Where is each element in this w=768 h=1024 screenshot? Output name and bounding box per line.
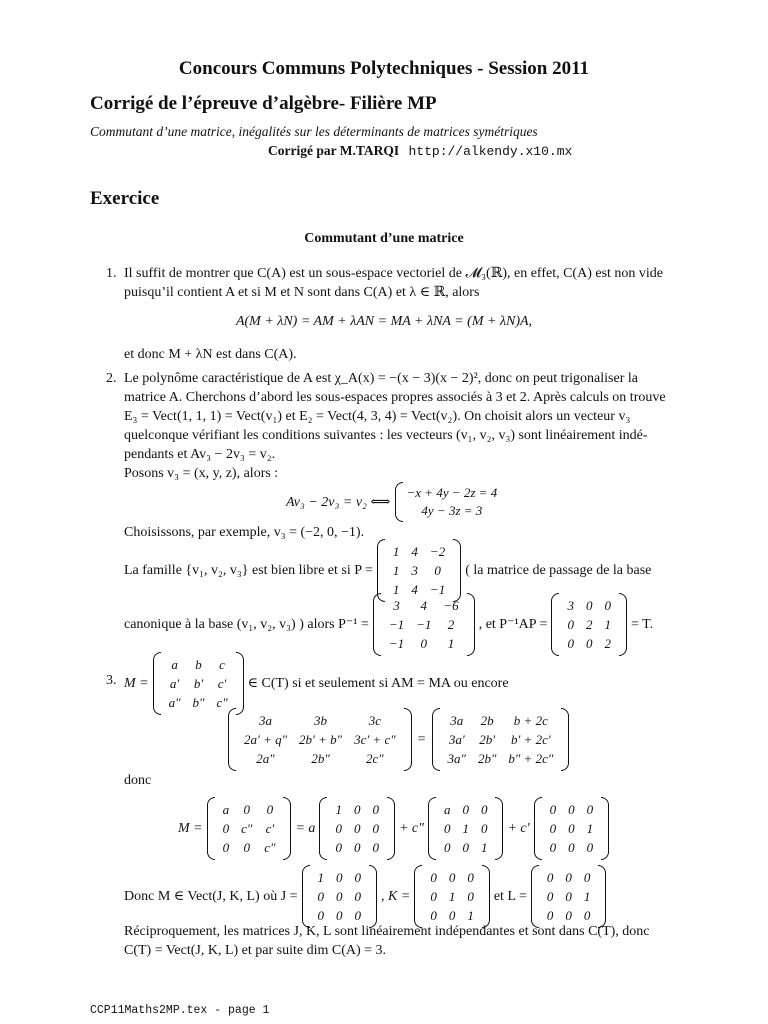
equals-sign: = [417,731,426,747]
matrix-cell: 0 [546,870,554,885]
matrix-cell: 1 [462,821,469,836]
matrix-cell: c″ [241,821,253,836]
matrix-cell: 0 [585,598,593,613]
matrix-cell: 0 [443,821,451,836]
matrix-cell: 0 [266,802,274,817]
matrix-cell: 2b′ + b″ [299,732,343,747]
page-description: Commutant d’une matrice, inégalités sur les déterminants de matrices symétriques [90,124,538,139]
matrix-cell: b + 2c [513,713,548,728]
matrix-cell: 0 [462,840,469,855]
matrix-cell: 0 [354,870,362,885]
matrix-cell: 3c′ + c″ [354,732,396,747]
matrix-cell: 0 [353,802,361,817]
matrix-cell: −1 [429,582,446,597]
section-subheading: Commutant d’une matrice [304,231,464,246]
matrix-cell: 2b″ [311,751,330,766]
matrix-cell: b′ + 2c′ [510,732,551,747]
matrix-cell: b′ [193,676,204,691]
matrix-cell: 0 [565,870,572,885]
matrix-cell: 3a [259,713,273,728]
matrix-cell: 0 [430,870,437,885]
matrix-cell: a [222,802,230,817]
author-url[interactable]: http://alkendy.x10.mx [408,144,573,159]
matrix-K-term [428,797,504,860]
matrix-cell: c′ [265,821,275,836]
famille-text: La famille {v₁, v₂, v₃} est bien libre et si P = [124,562,373,578]
matrix-cell: 0 [222,821,230,836]
matrix-cell: 0 [317,889,325,904]
section-heading: Exercice [90,188,160,209]
matrix-P-inverse [373,593,475,656]
dec-c1: + c′ [507,820,530,836]
matrix-cell: 0 [336,889,343,904]
matrix-cell: 3 [411,563,418,578]
matrix-cell: 0 [448,870,456,885]
canonique-mid: , et P⁻¹AP = [478,617,548,632]
matrix-cell: 0 [583,908,591,923]
item2-line1: Le polynôme caractéristique de A est χ_A(x) = −(x − 3)(x − 2)², donc on peut trigonaliser la [124,371,638,386]
item2-line7: Choisissons, par exemple, v₃ = (−2, 0, −1). [124,525,365,540]
matrix-cell: 0 [430,889,437,904]
matrix-cell: 4 [411,544,418,559]
matrix-cell: 1 [583,889,591,904]
matrix-cell: 0 [604,598,611,613]
page-subtitle: Corrigé de l’épreuve d’algèbre- Filière MP [90,93,437,114]
matrix-M-decomp [207,797,292,860]
matrix-cell: 3b [314,713,328,728]
item3-membership-row [124,652,509,715]
matrix-cell: 0 [565,908,572,923]
matrix-cell: b″ + 2c″ [508,751,554,766]
matrix-cell: c [219,657,225,672]
matrix-cell: −2 [429,544,446,559]
author-label: Corrigé par M.TARQI [268,143,400,158]
matrix-cell: 0 [372,802,379,817]
matrix-cell: a [443,802,451,817]
matrix-cell: 0 [549,840,557,855]
matrix-cell: 0 [583,870,591,885]
matrix-cell: 0 [353,821,361,836]
vect-l: et L = [493,888,527,904]
matrix-cell: 2 [604,636,611,651]
matrix-cell: −6 [443,598,459,613]
matrix-cell: 0 [586,840,594,855]
matrix-cell: 0 [243,802,250,817]
matrix-cell: 2b′ [479,732,496,747]
matrix-J-term [319,797,395,860]
matrix-cell: 0 [434,563,441,578]
matrix-L-term [534,797,610,860]
matrix-cell: 0 [585,636,593,651]
reciprocal-line2: C(T) = Vect(J, K, L) et par suite dim C(A) = 3. [124,943,387,958]
matrix-cell: 2a′ + q″ [244,732,288,747]
matrix-cell: −1 [416,617,432,632]
matrix-K [414,865,490,928]
matrix-cell: 0 [353,840,361,855]
matrix-cell: 0 [586,802,594,817]
matrix-cell: 0 [430,908,437,923]
matrix-cell: 0 [317,908,325,923]
matrix-cell: 4 [420,598,428,613]
canonique-row [124,593,653,656]
matrix-cell: a′ [169,676,180,691]
item1-line2: puisqu’il contient A et si M et N sont dans C(A) et λ ∈ ℝ, alors [124,285,480,300]
commutation-equation [228,708,569,771]
matrix-cell: a″ [168,695,181,710]
canonique-text: canonique à la base (v₁, v₂, v₃) ) alors P⁻¹ = [124,617,369,632]
matrix-cell: 4 [411,582,418,597]
item2-line6: Posons v₃ = (x, y, z), alors : [124,466,279,481]
matrix-L [531,865,607,928]
matrix-cell: 1 [448,889,456,904]
matrix-cell: 3 [393,598,400,613]
matrix-cell: 0 [335,821,342,836]
matrix-cell: 0 [567,617,574,632]
matrix-cell: 1 [317,870,325,885]
donc-text: donc [124,773,152,788]
matrix-cell: 3a′ [448,732,465,747]
item-number-3: 3. [106,673,117,688]
item1-equation: A(M + λN) = AM + λAN = MA + λNA = (M + λN)A, [235,314,533,329]
item2-line4: quelconque vérifiant les conditions suivantes : les vecteurs (v₁, v₂, v₃) sont linéairement indé- [124,428,648,443]
matrix-cell: 0 [568,802,575,817]
matrix-cell: 2b [480,713,494,728]
matrix-cell: 1 [480,840,488,855]
vect-row [124,865,610,928]
reciprocal-line1: Réciproquement, les matrices J, K, L sont linéairement indépendantes et sont dans C(T), donc [124,924,650,939]
system-row-2: 4y − 3z = 3 [421,503,483,518]
matrix-cell: 0 [243,840,250,855]
matrix-cell: 0 [420,636,428,651]
matrix-T [551,593,627,656]
matrix-cell: 3a [450,713,464,728]
matrix-cell: 1 [392,582,400,597]
system-lhs: Av₃ − 2v₃ = v₂ ⟺ [286,494,391,510]
matrix-cell: 0 [372,840,379,855]
matrix-cell: 2b″ [477,751,497,766]
item2-line3: E₃ = Vect(1, 1, 1) = Vect(v₁) et E₂ = Vect(4, 3, 4) = Vect(v₂). On choisit alors un vecteur v₃ [124,409,631,424]
matrix-cell: a [171,657,178,672]
matrix-cell: 0 [336,870,343,885]
matrix-cell: 3a″ [447,751,466,766]
matrix-cell: 1 [447,636,455,651]
matrix-cell: 1 [335,802,342,817]
matrix-cell: −1 [388,617,405,632]
matrix-cell: 0 [372,821,379,836]
matrix-cell: 0 [480,821,488,836]
matrix-J [302,865,378,928]
dec-m: M = [178,820,203,836]
system-row-1: −x + 4y − 2z = 4 [406,485,498,500]
m-eq: M = [124,675,149,691]
matrix-cell: 1 [392,544,400,559]
linear-system [286,482,501,522]
matrix-cell: 0 [467,889,474,904]
matrix-cell: 2 [447,617,455,632]
canonique-post: = T. [630,616,654,632]
matrix-cell: 0 [222,840,230,855]
matrix-cell: 0 [565,889,572,904]
vect-text: Donc M ∈ Vect(J, K, L) où J = [124,889,298,904]
matrix-cell: 0 [568,821,575,836]
dec-a: = a [295,820,316,836]
matrix-cell: 1 [586,821,594,836]
matrix-cell: c″ [216,695,228,710]
page-footer: CCP11Maths2MP.tex - page 1 [90,1004,270,1017]
matrix-cell: 3 [567,598,574,613]
item2-line2: matrice A. Cherchons d’abord les sous-espaces propres associés à 3 et 2. Après calculs on trouve [124,390,666,405]
matrix-cell: 0 [354,908,362,923]
item-number-2: 2. [106,371,117,386]
author-line [268,143,572,159]
matrix-cell: 2c″ [366,751,384,766]
system-brace [395,482,502,522]
matrix-AM [228,708,412,771]
item-number-1: 1. [106,266,117,281]
item1-line3: et donc M + λN est dans C(A). [124,347,297,362]
decomposition-equation [178,797,613,860]
matrix-cell: 0 [448,908,456,923]
matrix-MA [432,708,570,771]
famille-post: ( la matrice de passage de la base [465,562,652,578]
item2-line5: pendants et Av₃ − 2v₃ = v₂. [124,447,276,462]
matrix-cell: 2 [585,617,593,632]
page-title: Concours Communs Polytechniques - Session 2011 [178,58,590,79]
membership-text: ∈ C(T) si et seulement si AM = MA ou encore [247,676,509,691]
matrix-cell: 3c [368,713,381,728]
matrix-cell: 1 [467,908,474,923]
dec-c2: + c″ [398,820,424,836]
matrix-cell: 0 [480,802,488,817]
matrix-cell: 2a″ [256,751,275,766]
matrix-cell: 0 [335,840,342,855]
matrix-cell: −1 [388,636,405,651]
matrix-cell: 0 [546,908,554,923]
matrix-cell: 1 [392,563,400,578]
matrix-cell: 0 [549,802,557,817]
matrix-cell: 0 [568,840,575,855]
matrix-cell: 0 [336,908,343,923]
matrix-cell: 0 [354,889,362,904]
matrix-cell: b [195,657,202,672]
matrix-cell: c″ [264,840,276,855]
matrix-cell: 0 [549,821,557,836]
item1-line1: Il suffit de montrer que C(A) est un sous-espace vectoriel de 𝓜₃(ℝ), en effet, C(A) est non vide [124,266,664,281]
vect-k: , K = [381,888,411,904]
matrix-M [153,652,244,715]
matrix-cell: 0 [546,889,554,904]
matrix-cell: 0 [467,870,474,885]
matrix-cell: b″ [192,695,205,710]
matrix-cell: 0 [462,802,469,817]
matrix-cell: 0 [443,840,451,855]
matrix-cell: 0 [567,636,574,651]
matrix-cell: c′ [217,676,227,691]
matrix-cell: 1 [604,617,611,632]
